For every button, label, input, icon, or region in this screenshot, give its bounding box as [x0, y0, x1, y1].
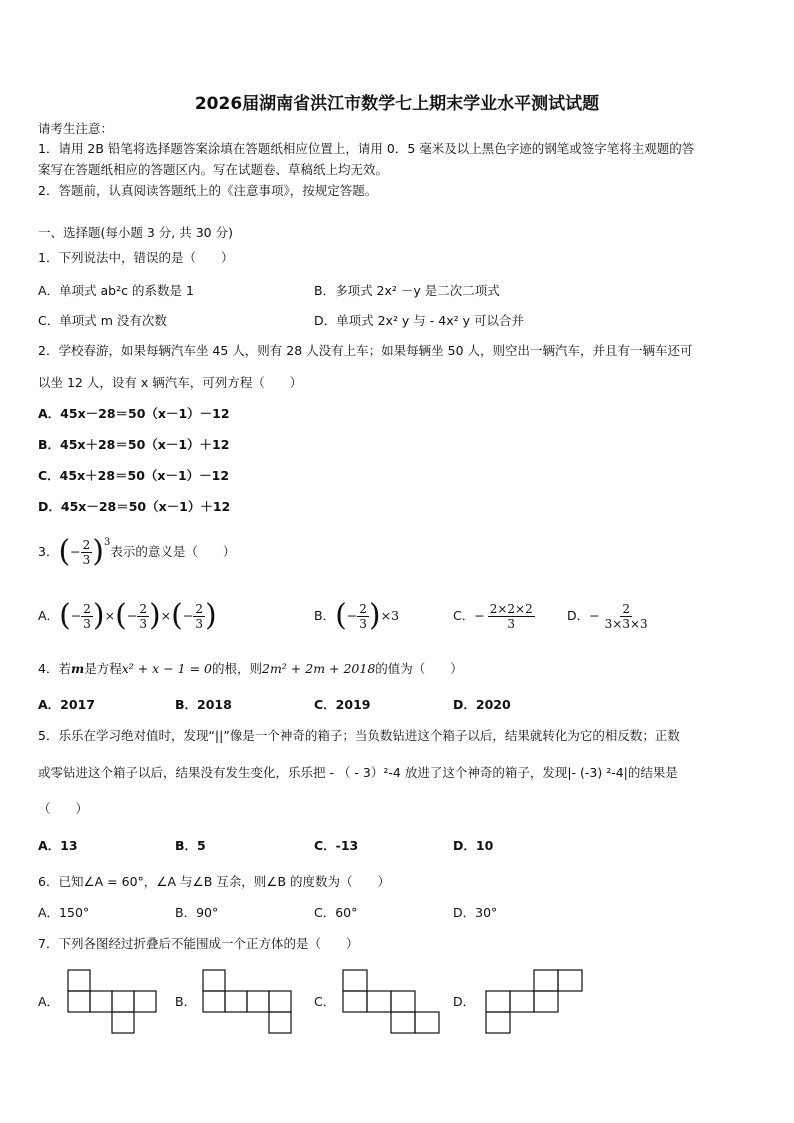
- q2-option-a: A．45x－28＝50（x－1）－12: [38, 406, 230, 421]
- q6-option-b: B．90°: [175, 905, 219, 920]
- minus-sign: −: [70, 608, 82, 623]
- right-paren-icon: ): [92, 598, 105, 633]
- fraction: [357, 602, 369, 631]
- q6-option-d: D．30°: [453, 905, 498, 920]
- q7-option-a-label: A．: [38, 994, 60, 1009]
- right-paren-icon: ): [148, 598, 161, 633]
- left-paren-icon: (: [58, 534, 71, 569]
- fraction-denominator: 3: [139, 616, 147, 631]
- q4-option-b: B．2018: [175, 697, 232, 712]
- fraction-numerator: 2: [622, 601, 630, 616]
- q1-option-d: D．单项式 2x² y 与 - 4x² y 可以合并: [314, 313, 524, 328]
- fraction: [137, 602, 149, 631]
- q4-stem: [38, 661, 463, 677]
- q6-option-a: A．150°: [38, 905, 90, 920]
- right-paren-icon: ): [368, 598, 381, 633]
- q7-option-d-label: D．: [453, 994, 476, 1009]
- fraction: [488, 602, 535, 631]
- q2-stem-line-2: 以坐 12 人，设有 x 辆汽车，可列方程（ ）: [38, 375, 303, 390]
- times-sign: ×: [104, 608, 116, 623]
- q1-stem: 1．下列说法中，错误的是（ ）: [38, 250, 234, 265]
- fraction-denominator: 3: [83, 616, 91, 631]
- option-d-expression: [589, 602, 650, 631]
- right-paren-icon: ): [205, 598, 217, 633]
- q2-stem-line-1: 2．学校春游，如果每辆汽车坐 45 人，则有 28 人没有上车；如果每辆坐 50 人，则空出一辆汽车，并且有一辆车还可: [38, 343, 693, 358]
- q4-equation: x² + x − 1 = 0: [121, 661, 212, 676]
- notice-heading: 请考生注意：: [38, 121, 114, 136]
- q3-stem-tail: 表示的意义是（ ）: [110, 544, 236, 559]
- q1-option-a: A．单项式 ab²c 的系数是 1: [38, 283, 194, 298]
- right-paren-icon: ): [92, 534, 105, 569]
- fraction-numerator: 2: [83, 601, 91, 616]
- q3-option-c: [453, 594, 535, 638]
- fraction-numerator: 2×2×2: [489, 601, 533, 616]
- q4-option-c: C．2019: [314, 697, 371, 712]
- fraction-numerator: 2: [139, 601, 147, 616]
- fraction-denominator: 3: [359, 616, 367, 631]
- left-paren-icon: (: [335, 598, 347, 633]
- q4-expression: 2m² + 2m + 2018: [262, 661, 376, 676]
- times-three: ×3: [380, 608, 400, 623]
- q3-number: 3．: [38, 544, 59, 559]
- q5-stem-line-1: 5．乐乐在学习绝对值时，发现“||”像是一个神奇的箱子；当负数钻进这个箱子以后，结果就转化为它的相反数；正数: [38, 728, 680, 743]
- option-label: C．: [453, 608, 475, 623]
- option-label: B．: [314, 608, 336, 623]
- fraction: [193, 602, 205, 631]
- q3-option-a: [38, 594, 217, 638]
- fraction: [603, 602, 650, 631]
- fraction-denominator: 3: [82, 552, 91, 567]
- fraction-numerator: 2: [195, 601, 203, 616]
- q1-option-c: C．单项式 m 没有次数: [38, 313, 167, 328]
- q7-stem: 7．下列各图经过折叠后不能围成一个正方体的是（ ）: [38, 936, 359, 951]
- option-label: D．: [567, 608, 590, 623]
- fraction-numerator: 2: [359, 601, 367, 616]
- page-title: 2026届湖南省洪江市数学七上期末学业水平测试试题: [194, 94, 600, 114]
- q6-stem: 6．已知∠A = 60°，∠A 与∠B 互余，则∠B 的度数为（ ）: [38, 874, 391, 889]
- times-sign: ×: [160, 608, 172, 623]
- fraction-denominator: 3×3×3: [604, 616, 648, 631]
- section-heading: 一、选择题(每小题 3 分, 共 30 分): [38, 225, 233, 240]
- q3-option-d: [567, 594, 650, 638]
- notice-line-2: 2．答题前，认真阅读答题纸上的《注意事项》，按规定答题。: [38, 183, 378, 198]
- exponent: 3: [104, 537, 111, 548]
- notice-line-1b: 案写在答题纸相应的答题区内。写在试题卷、草稿纸上均无效。: [38, 162, 389, 177]
- q3-stem: [38, 530, 235, 574]
- fraction: [81, 538, 93, 567]
- minus-sign: −: [474, 608, 485, 623]
- fraction-denominator: 3: [507, 616, 516, 631]
- cube-net-a-icon: [66, 968, 162, 1036]
- cube-net-b-icon: [201, 968, 297, 1036]
- fraction-denominator: 3: [195, 616, 203, 631]
- fraction: [81, 602, 93, 631]
- q4-option-a: A．2017: [38, 697, 95, 712]
- q5-option-a: A．13: [38, 838, 78, 853]
- cube-net-c-icon: [341, 968, 441, 1036]
- q4-stem-part: 是方程: [84, 661, 122, 676]
- q2-option-c: C．45x＋28＝50（x－1）－12: [38, 468, 230, 483]
- q4-variable: m: [70, 661, 85, 676]
- q1-option-b: B．多项式 2x² －y 是二次二项式: [314, 283, 500, 298]
- option-b-expression: [335, 599, 399, 633]
- option-a-expression: [59, 599, 217, 633]
- q5-stem-line-2: 或零钻进这个箱子以后，结果没有发生变化，乐乐把 - （ - 3）²-4 放进了这个神奇的箱子，发现|- (-3) ²-4|的结果是: [38, 765, 678, 780]
- option-c-expression: [474, 602, 535, 631]
- minus-sign: −: [70, 544, 81, 559]
- q4-stem-part: 的根，则: [211, 661, 262, 676]
- q2-option-d: D．45x－28＝50（x－1）＋12: [38, 499, 231, 514]
- q4-stem-part: 4．若: [38, 661, 71, 676]
- option-label: A．: [38, 608, 60, 623]
- q7-option-b-label: B．: [175, 994, 197, 1009]
- fraction-numerator: 2: [82, 537, 91, 552]
- q5-option-c: C．-13: [314, 838, 359, 853]
- q2-option-b: B．45x＋28＝50（x－1）＋12: [38, 437, 230, 452]
- notice-line-1a: 1．请用 2B 铅笔将选择题答案涂填在答题纸相应位置上，请用 0．5 毫米及以上黑色字迹的钢笔或签字笔将主观题的答: [38, 141, 695, 156]
- minus-sign: −: [126, 608, 138, 623]
- left-paren-icon: (: [115, 598, 127, 633]
- q5-stem-line-3: （ ）: [38, 801, 89, 816]
- q3-option-b: [314, 594, 399, 638]
- q5-option-d: D．10: [453, 838, 494, 853]
- q5-option-b: B．5: [175, 838, 206, 853]
- minus-sign: −: [182, 608, 194, 623]
- q6-option-c: C．60°: [314, 905, 358, 920]
- q4-stem-part: 的值为（ ）: [375, 661, 463, 676]
- cube-net-d-icon: [484, 968, 584, 1036]
- minus-sign: −: [346, 608, 358, 623]
- left-paren-icon: (: [59, 598, 71, 633]
- q3-power-expression: [58, 535, 110, 569]
- q7-option-c-label: C．: [314, 994, 336, 1009]
- q4-option-d: D．2020: [453, 697, 511, 712]
- minus-sign: −: [589, 608, 600, 623]
- left-paren-icon: (: [171, 598, 183, 633]
